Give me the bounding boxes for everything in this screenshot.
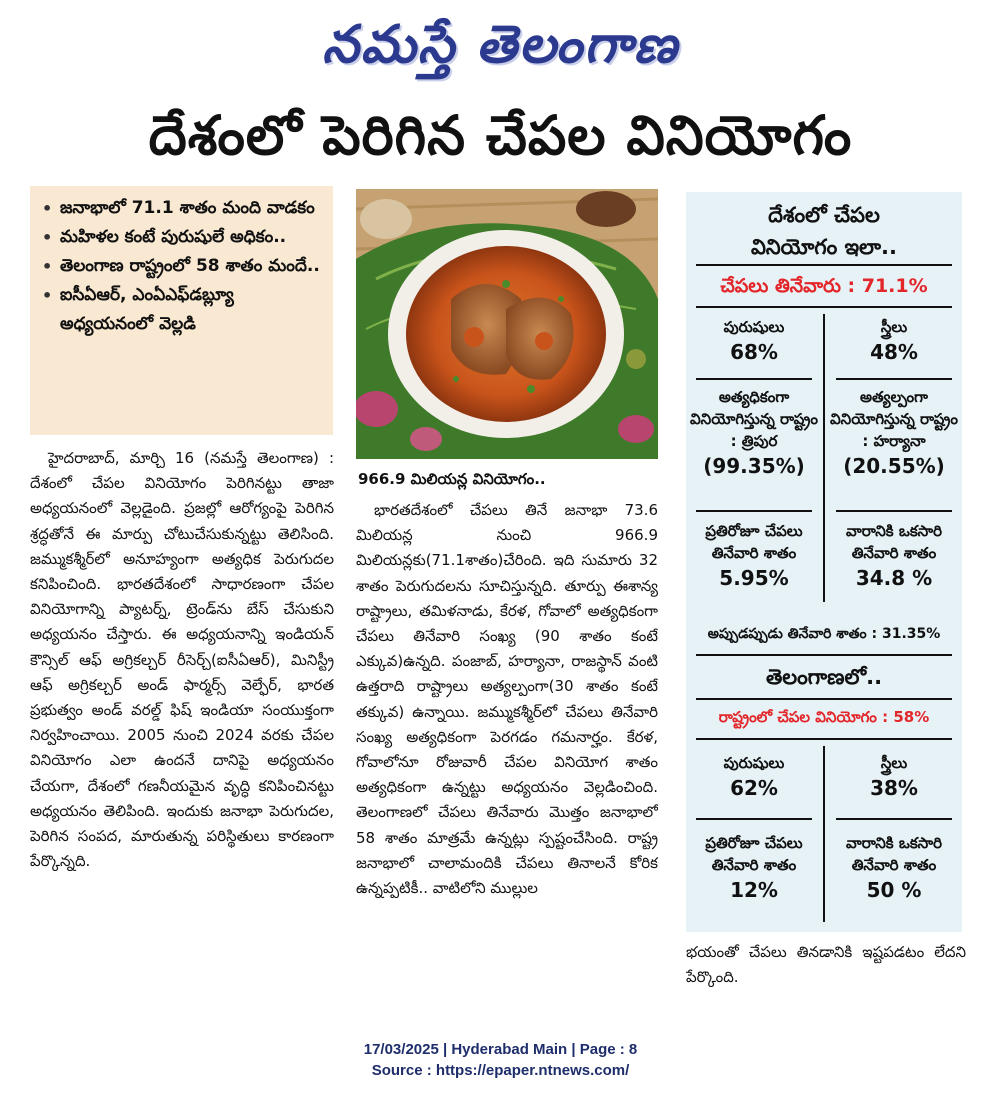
fish-curry-photo xyxy=(356,189,658,459)
telangana-weekly-stat: వారానికి ఒకసారి తినేవారి శాతం 50 % xyxy=(845,834,943,902)
infobox-title-line2: వినియోగం ఇలా.. xyxy=(750,235,898,259)
footer-source: Source : https://epaper.ntnews.com/ xyxy=(371,1062,630,1079)
bullet-icon: • xyxy=(42,286,53,305)
divider xyxy=(696,378,812,380)
highlights-box xyxy=(30,186,333,435)
divider xyxy=(696,738,952,740)
telangana-title: తెలంగాణలో.. xyxy=(765,665,883,689)
divider xyxy=(823,746,825,922)
masthead xyxy=(0,2,1001,88)
infobox-total: చేపలు తినేవారు : 71.1% xyxy=(720,275,928,297)
divider xyxy=(696,510,812,512)
bullet-icon: • xyxy=(42,228,53,247)
article-paragraph: హైదరాబాద్, మార్చి 16 (నమస్తే తెలంగాణ) : దేశంలో చేపల వినియోగం పెరిగినట్టు తాజా అధ్యయనంలో వెల్లడైంది. ప్రజల్లో ఆరోగ్యంపై పెరిగిన శ్రద్ధతోనే ఈ మార్పు చోటుచేసుకున్నట్టు తెలిసింది. జమ్ముకశ్మీర్‌లో అనూహ్యంగా అత్యధిక పెరుగుదల కనిపించింది. భారతదేశంలో సాధారణంగా చేపల వినియోగాన్ని ప్యాటర్న్, ట్రెండ్‌ను బేస్ చేసుకుని అధ్యయనం చేస్తారు. ఈ అధ్యయనాన్ని ఇండియన్ కౌన్సిల్ ఆఫ్ అగ్రికల్చర్ రీసెర్చ్(ఐసీఏఆర్), మినిస్ట్రీ ఆఫ్ అగ్రికల్చర్ అండ్ ఫార్మర్స్ వెల్ఫేర్, భారత ప్రభుత్వం అండ్ వరల్డ్ ఫిష్ ఇండియా సంయుక్తంగా నిర్వహించాయి. 2005 నుంచి 2024 వరకు చేపల వినియోగం ఎలా ఉందనే దానిపై అధ్యయనం చేయగా, దేశంలో గణనీయమైన వృద్ధి కనిపించినట్టు అధ్యయనం తెలిపింది. ఇందుకు జనాభా పెరుగుదల, పెరిగిన సంపద, మారుతున్న పరిస్థితులు కారణంగా పేర్కొన్నది. xyxy=(30,449,334,871)
bullet-icon: • xyxy=(42,257,53,276)
divider xyxy=(696,818,812,820)
article-paragraph: భారతదేశంలో చేపలు తినే జనాభా 73.6 మిలియన్ల నుంచి 966.9 మిలియన్లకు(71.1శాతం)చేరింది. ఇది సుమారు 32 శాతం పెరుగుదలను సూచిస్తున్నది. తూర్పు ఈశాన్య రాష్ట్రాలు, తమిళనాడు, కేరళ, గోవాలో అత్యధికంగా చేపలు తినేవారి సంఖ్య (90 శాతం కంటే ఎక్కువ)ఉన్నది. పంజాబ్, హర్యానా, రాజస్థాన్ వంటి ఉత్తరాది రాష్ట్రాలు అత్యల్పంగా(30 శాతం కంటే తక్కువ) ఉన్నాయి. జమ్ముకశ్మీర్‌లో చేపలు తినేవారి సంఖ్య అత్యధికంగా పెరగడం గమనార్హం. కేరళ, గోవాలోనూ రోజువారీ చేపల వినియోగ శాతం అత్యధికంగా ఉన్నట్టు అధ్యయనం వెల్లడించింది. తెలంగాణలో చేపలు తినేవారు మొత్తం జనాభాలో 58 శాతం మాత్రమే ఉన్నట్లు స్పష్టంచేసింది. రాష్ట్ర జనాభాలో చాలామందికి చేపలు తినాలనే కోరిక ఉన్నప్పటికీ.. వాటిలోని ముల్లుల xyxy=(356,501,658,898)
highest-state-stat: అత్యధికంగా వినియోగిస్తున్న రాష్ట్రం : త్రిపుర (99.35%) xyxy=(690,388,818,478)
weekly-stat: వారానికి ఒకసారి తినేవారి శాతం 34.8 % xyxy=(845,522,943,590)
article-column-right xyxy=(686,940,966,996)
divider xyxy=(836,510,952,512)
telangana-total: రాష్ట్రంలో చేపల వినియోగం : 58% xyxy=(718,708,930,726)
article-column-left xyxy=(30,446,334,994)
daily-stat: ప్రతిరోజూ చేపలు తినేవారి శాతం 5.95% xyxy=(705,522,803,590)
telangana-men-stat: పురుషులు 62% xyxy=(723,754,785,800)
divider xyxy=(696,306,952,308)
divider xyxy=(696,698,952,700)
lowest-state-stat: అత్యల్పంగా వినియోగిస్తున్న రాష్ట్రం : హర్యానా (20.55%) xyxy=(830,388,958,478)
women-stat: స్త్రీలు 48% xyxy=(870,318,918,364)
highlight-item: • ఐసీఏఆర్, ఎంఏఎఫ్‌డబ్ల్యూ అధ్యయనంలో వెల్లడి xyxy=(40,281,323,339)
statistics-infobox xyxy=(686,192,962,932)
highlight-item: • మహిళల కంటే పురుషులే అధికం.. xyxy=(40,223,323,252)
headline-text: దేశంలో పెరిగిన చేపల వినియోగం xyxy=(148,104,853,167)
footer-edition-info: 17/03/2025 | Hyderabad Main | Page : 8 xyxy=(363,1041,638,1058)
telangana-daily-stat: ప్రతిరోజూ చేపలు తినేవారి శాతం 12% xyxy=(705,834,803,902)
article-paragraph: భయంతో చేపలు తినడానికి ఇష్టపడటం లేదని పేర్కొంది. xyxy=(686,943,966,987)
divider xyxy=(696,654,952,656)
divider xyxy=(836,378,952,380)
divider xyxy=(823,314,825,602)
fish-curry-illustration xyxy=(356,189,658,459)
men-stat: పురుషులు 68% xyxy=(723,318,785,364)
masthead-title: నమస్తే తెలంగాణ xyxy=(322,14,679,75)
divider xyxy=(696,264,952,266)
photo-caption: 966.9 మిలియన్ల వినియోగం.. xyxy=(358,470,546,488)
highlight-item: • జనాభాలో 71.1 శాతం మంది వాడకం xyxy=(40,194,323,223)
occasional-stat: అప్పుడప్పుడు తినేవారి శాతం : 31.35% xyxy=(707,626,941,642)
divider xyxy=(836,818,952,820)
bullet-icon: • xyxy=(42,199,53,218)
infobox-title-line1: దేశంలో చేపల xyxy=(768,203,880,227)
highlights-list xyxy=(40,194,323,339)
headline xyxy=(0,90,1001,182)
highlight-item: • తెలంగాణ రాష్ట్రంలో 58 శాతం మందే.. xyxy=(40,252,323,281)
article-column-middle xyxy=(356,498,658,994)
telangana-women-stat: స్త్రీలు 38% xyxy=(870,754,918,800)
